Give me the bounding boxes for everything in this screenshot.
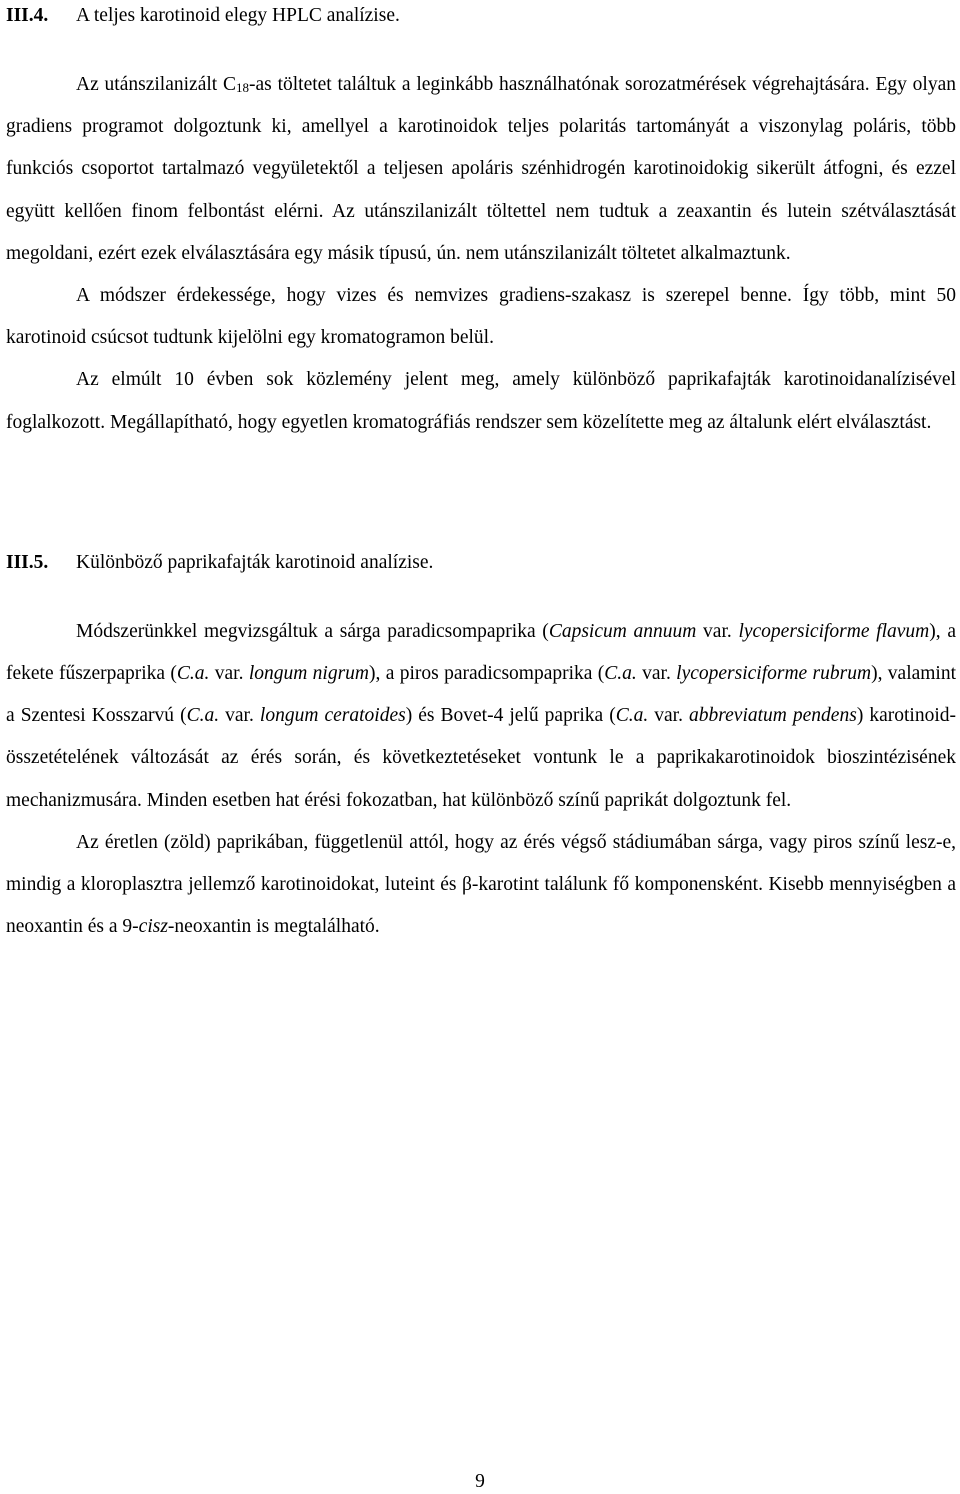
paragraph-5	[6, 822, 956, 949]
paragraph-text: var.	[219, 705, 260, 727]
variety-name: lycopersiciforme flavum	[738, 620, 930, 642]
paragraph-text: ), a piros paradicsompaprika (	[369, 663, 605, 685]
paragraph-text: var.	[636, 663, 677, 685]
paragraph-text: var.	[648, 705, 690, 727]
paragraph-text: ), valamint a Szentesi Kosszarvú (	[6, 663, 957, 727]
subscript: 18	[236, 80, 250, 95]
page-number: 9	[475, 1471, 485, 1492]
species-name: Capsicum annuum	[548, 620, 697, 642]
paragraph-text: var.	[696, 620, 739, 642]
section-title: Különböző paprikafajták karotinoid analízise.	[76, 551, 434, 573]
paragraph-text: Az utánszilanizált C	[76, 74, 237, 95]
paragraph-text: -neoxantin is megtalálható.	[167, 916, 380, 938]
paragraph-1	[6, 64, 956, 275]
paragraph-text: ) és Bovet-4 jelű paprika (	[405, 705, 616, 727]
paragraph-text: Az éretlen (zöld) paprikában, függetlenül attól, hogy az érés végső stádiumában sárga, vagy piros színű lesz-e, mindig a kloroplasztra jellemző karotinoidokat, luteint és β-karotint találunk fő komponensként. Kisebb mennyiségben a neoxantin és a 9-	[6, 831, 956, 938]
variety-name: lycopersiciforme rubrum	[676, 663, 872, 685]
isomer-prefix: cisz	[138, 916, 168, 938]
species-abbrev: C.a.	[176, 663, 210, 685]
document-page	[6, 0, 956, 948]
variety-name: longum nigrum	[248, 663, 370, 685]
paragraph-text: var.	[209, 663, 249, 685]
section-number: III.5.	[6, 551, 49, 573]
section-heading-III-4	[6, 0, 956, 30]
paragraph-text: -as töltetet találtuk a leginkább használhatónak sorozatmérések végrehajtására. Egy olyan gradiens programot dolgoztunk ki, amellyel a karotinoidok teljes polaritás tartományát a viszonylag poláris, több funkciós csoportot tartalmazó vegyületektől a teljesen apoláris szénhidrogén karotinoidokig sikerült átfogni, és ezzel együtt kellően finom felbontást elérni. Az utánszilanizált töltettel nem tudtuk a zeaxantin és lutein szétválasztását megoldani, ezért ezek elválasztására egy másik típusú, ún. nem utánszilanizált töltetet alkalmaztunk.	[6, 74, 956, 264]
variety-name: longum ceratoides	[259, 705, 406, 727]
variety-name: abbreviatum pendens	[689, 705, 857, 727]
paragraph-4	[6, 611, 956, 822]
section-number: III.4.	[6, 5, 49, 26]
paragraph-text: ), a fekete fűszerpaprika (	[6, 620, 956, 685]
species-abbrev: C.a.	[186, 705, 220, 727]
species-abbrev: C.a.	[615, 705, 649, 727]
paragraph-3: Az elmúlt 10 évben sok közlemény jelent meg, amely különböző paprikafajták karotinoidanalízisével foglalkozott. Megállapítható, hogy egyetlen kromatográfiás rendszer sem közelítette meg az általunk elért elválasztást.	[6, 369, 956, 433]
paragraph-text: Módszerünkkel megvizsgáltuk a sárga paradicsompaprika (	[76, 620, 549, 642]
section-title: A teljes karotinoid elegy HPLC analízise.	[76, 5, 400, 26]
species-abbrev: C.a.	[604, 663, 637, 685]
paragraph-text: ) karotinoid-összetételének változását az érés során, és következtetéseket vontunk le a paprikakarotinoidok bioszintézisének mechanizmusára. Minden esetben hat érési fokozatban, hat különböző színű paprikát dolgoztunk fel.	[6, 705, 956, 811]
paragraph-2: A módszer érdekessége, hogy vizes és nemvizes gradiens-szakasz is szerepel benne. Így több, mint 50 karotinoid csúcsot tudtunk kijelölni egy kromatogramon belül.	[6, 285, 956, 349]
section-heading-III-5	[6, 549, 956, 577]
